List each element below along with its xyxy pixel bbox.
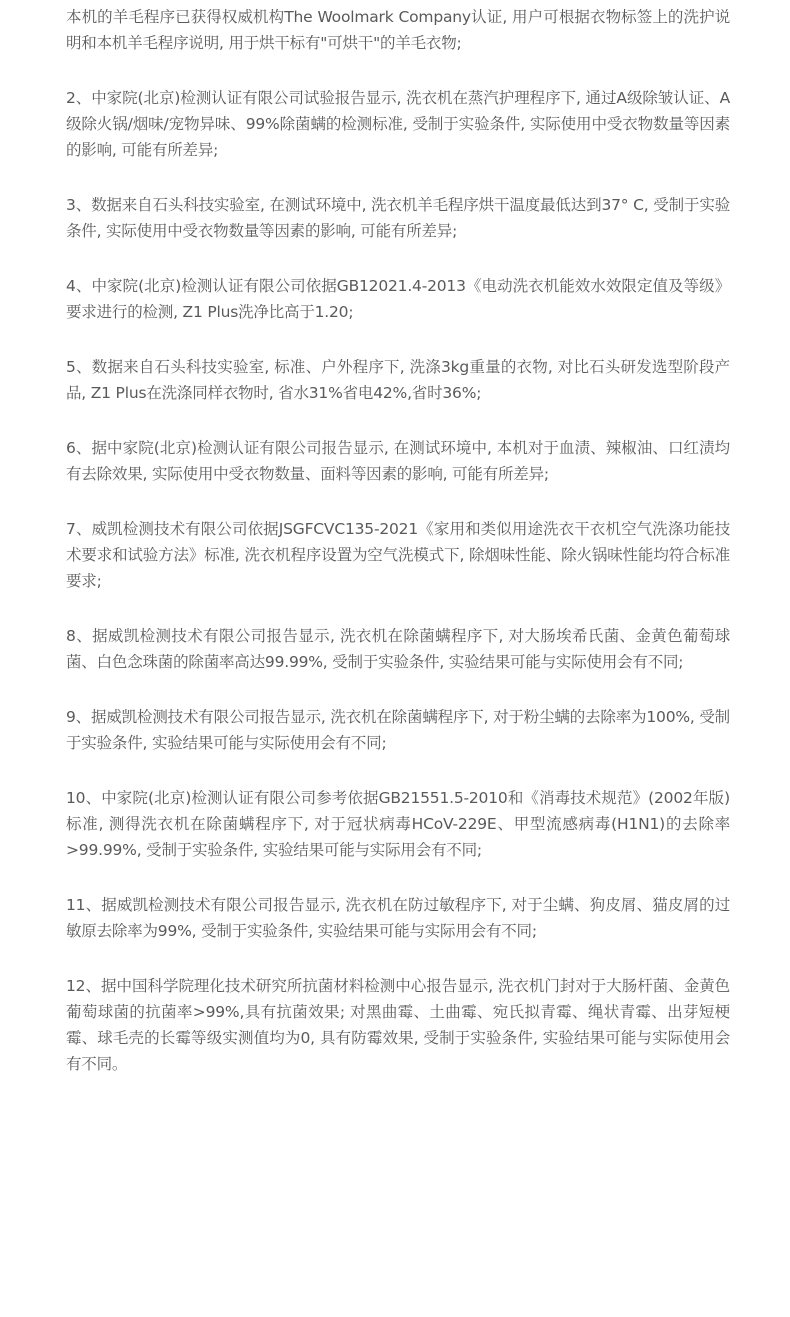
footnote-10: 10、中家院(北京)检测认证有限公司参考依据GB21551.5-2010和《消毒技术规范》(2002年版)标准, 测得洗衣机在除菌螨程序下, 对于冠状病毒HCoV-229E、甲型流感病毒(H1N1)的去除率>99.99%, 受制于实验条件, 实验结果可能与实际用会有不同; — [66, 789, 730, 859]
footnotes-list — [66, 4, 730, 1077]
footnote-7: 7、威凯检测技术有限公司依据JSGFCVC135-2021《家用和类似用途洗衣干衣机空气洗涤功能技术要求和试验方法》标准, 洗衣机程序设置为空气洗模式下, 除烟味性能、除火锅味性能均符合标准要求; — [66, 520, 730, 590]
footnote-9: 9、据威凯检测技术有限公司报告显示, 洗衣机在除菌螨程序下, 对于粉尘螨的去除率为100%, 受制于实验条件, 实验结果可能与实际使用会有不同; — [66, 708, 730, 752]
footnote-6: 6、据中家院(北京)检测认证有限公司报告显示, 在测试环境中, 本机对于血渍、辣椒油、口红渍均有去除效果, 实际使用中受衣物数量、面料等因素的影响, 可能有所差异; — [66, 439, 730, 483]
footnote-12: 12、据中国科学院理化技术研究所抗菌材料检测中心报告显示, 洗衣机门封对于大肠杆菌、金黄色葡萄球菌的抗菌率>99%,具有抗菌效果; 对黑曲霉、土曲霉、宛氏拟青霉、绳状青霉、出芽短梗霉、球毛壳的长霉等级实测值均为0, 具有防霉效果, 受制于实验条件, 实验结果可能与实际使用会有不同。 — [66, 977, 730, 1073]
footnote-4: 4、中家院(北京)检测认证有限公司依据GB12021.4-2013《电动洗衣机能效水效限定值及等级》要求进行的检测, Z1 Plus洗净比高于1.20; — [66, 277, 730, 321]
footnote-5: 5、数据来自石头科技实验室, 标准、户外程序下, 洗涤3kg重量的衣物, 对比石头研发选型阶段产品, Z1 Plus在洗涤同样衣物时, 省水31%省电42%,省时36%; — [66, 358, 730, 402]
footnote-woolmark: 本机的羊毛程序已获得权威机构The Woolmark Company认证, 用户可根据衣物标签上的洗护说明和本机羊毛程序说明, 用于烘干标有"可烘干"的羊毛衣物; — [66, 8, 730, 52]
footnote-3: 3、数据来自石头科技实验室, 在测试环境中, 洗衣机羊毛程序烘干温度最低达到37° C, 受制于实验条件, 实际使用中受衣物数量等因素的影响, 可能有所差异; — [66, 196, 730, 240]
footnote-2: 2、中家院(北京)检测认证有限公司试验报告显示, 洗衣机在蒸汽护理程序下, 通过A级除皱认证、A级除火锅/烟味/宠物异味、99%除菌螨的检测标准, 受制于实验条件, 实际使用中受衣物数量等因素的影响, 可能有所差异; — [66, 89, 730, 159]
footnote-11: 11、据威凯检测技术有限公司报告显示, 洗衣机在防过敏程序下, 对于尘螨、狗皮屑、猫皮屑的过敏原去除率为99%, 受制于实验条件, 实验结果可能与实际用会有不同; — [66, 896, 730, 940]
footnote-8: 8、据威凯检测技术有限公司报告显示, 洗衣机在除菌螨程序下, 对大肠埃希氏菌、金黄色葡萄球菌、白色念珠菌的除菌率高达99.99%, 受制于实验条件, 实验结果可能与实际使用会有不同; — [66, 627, 730, 671]
